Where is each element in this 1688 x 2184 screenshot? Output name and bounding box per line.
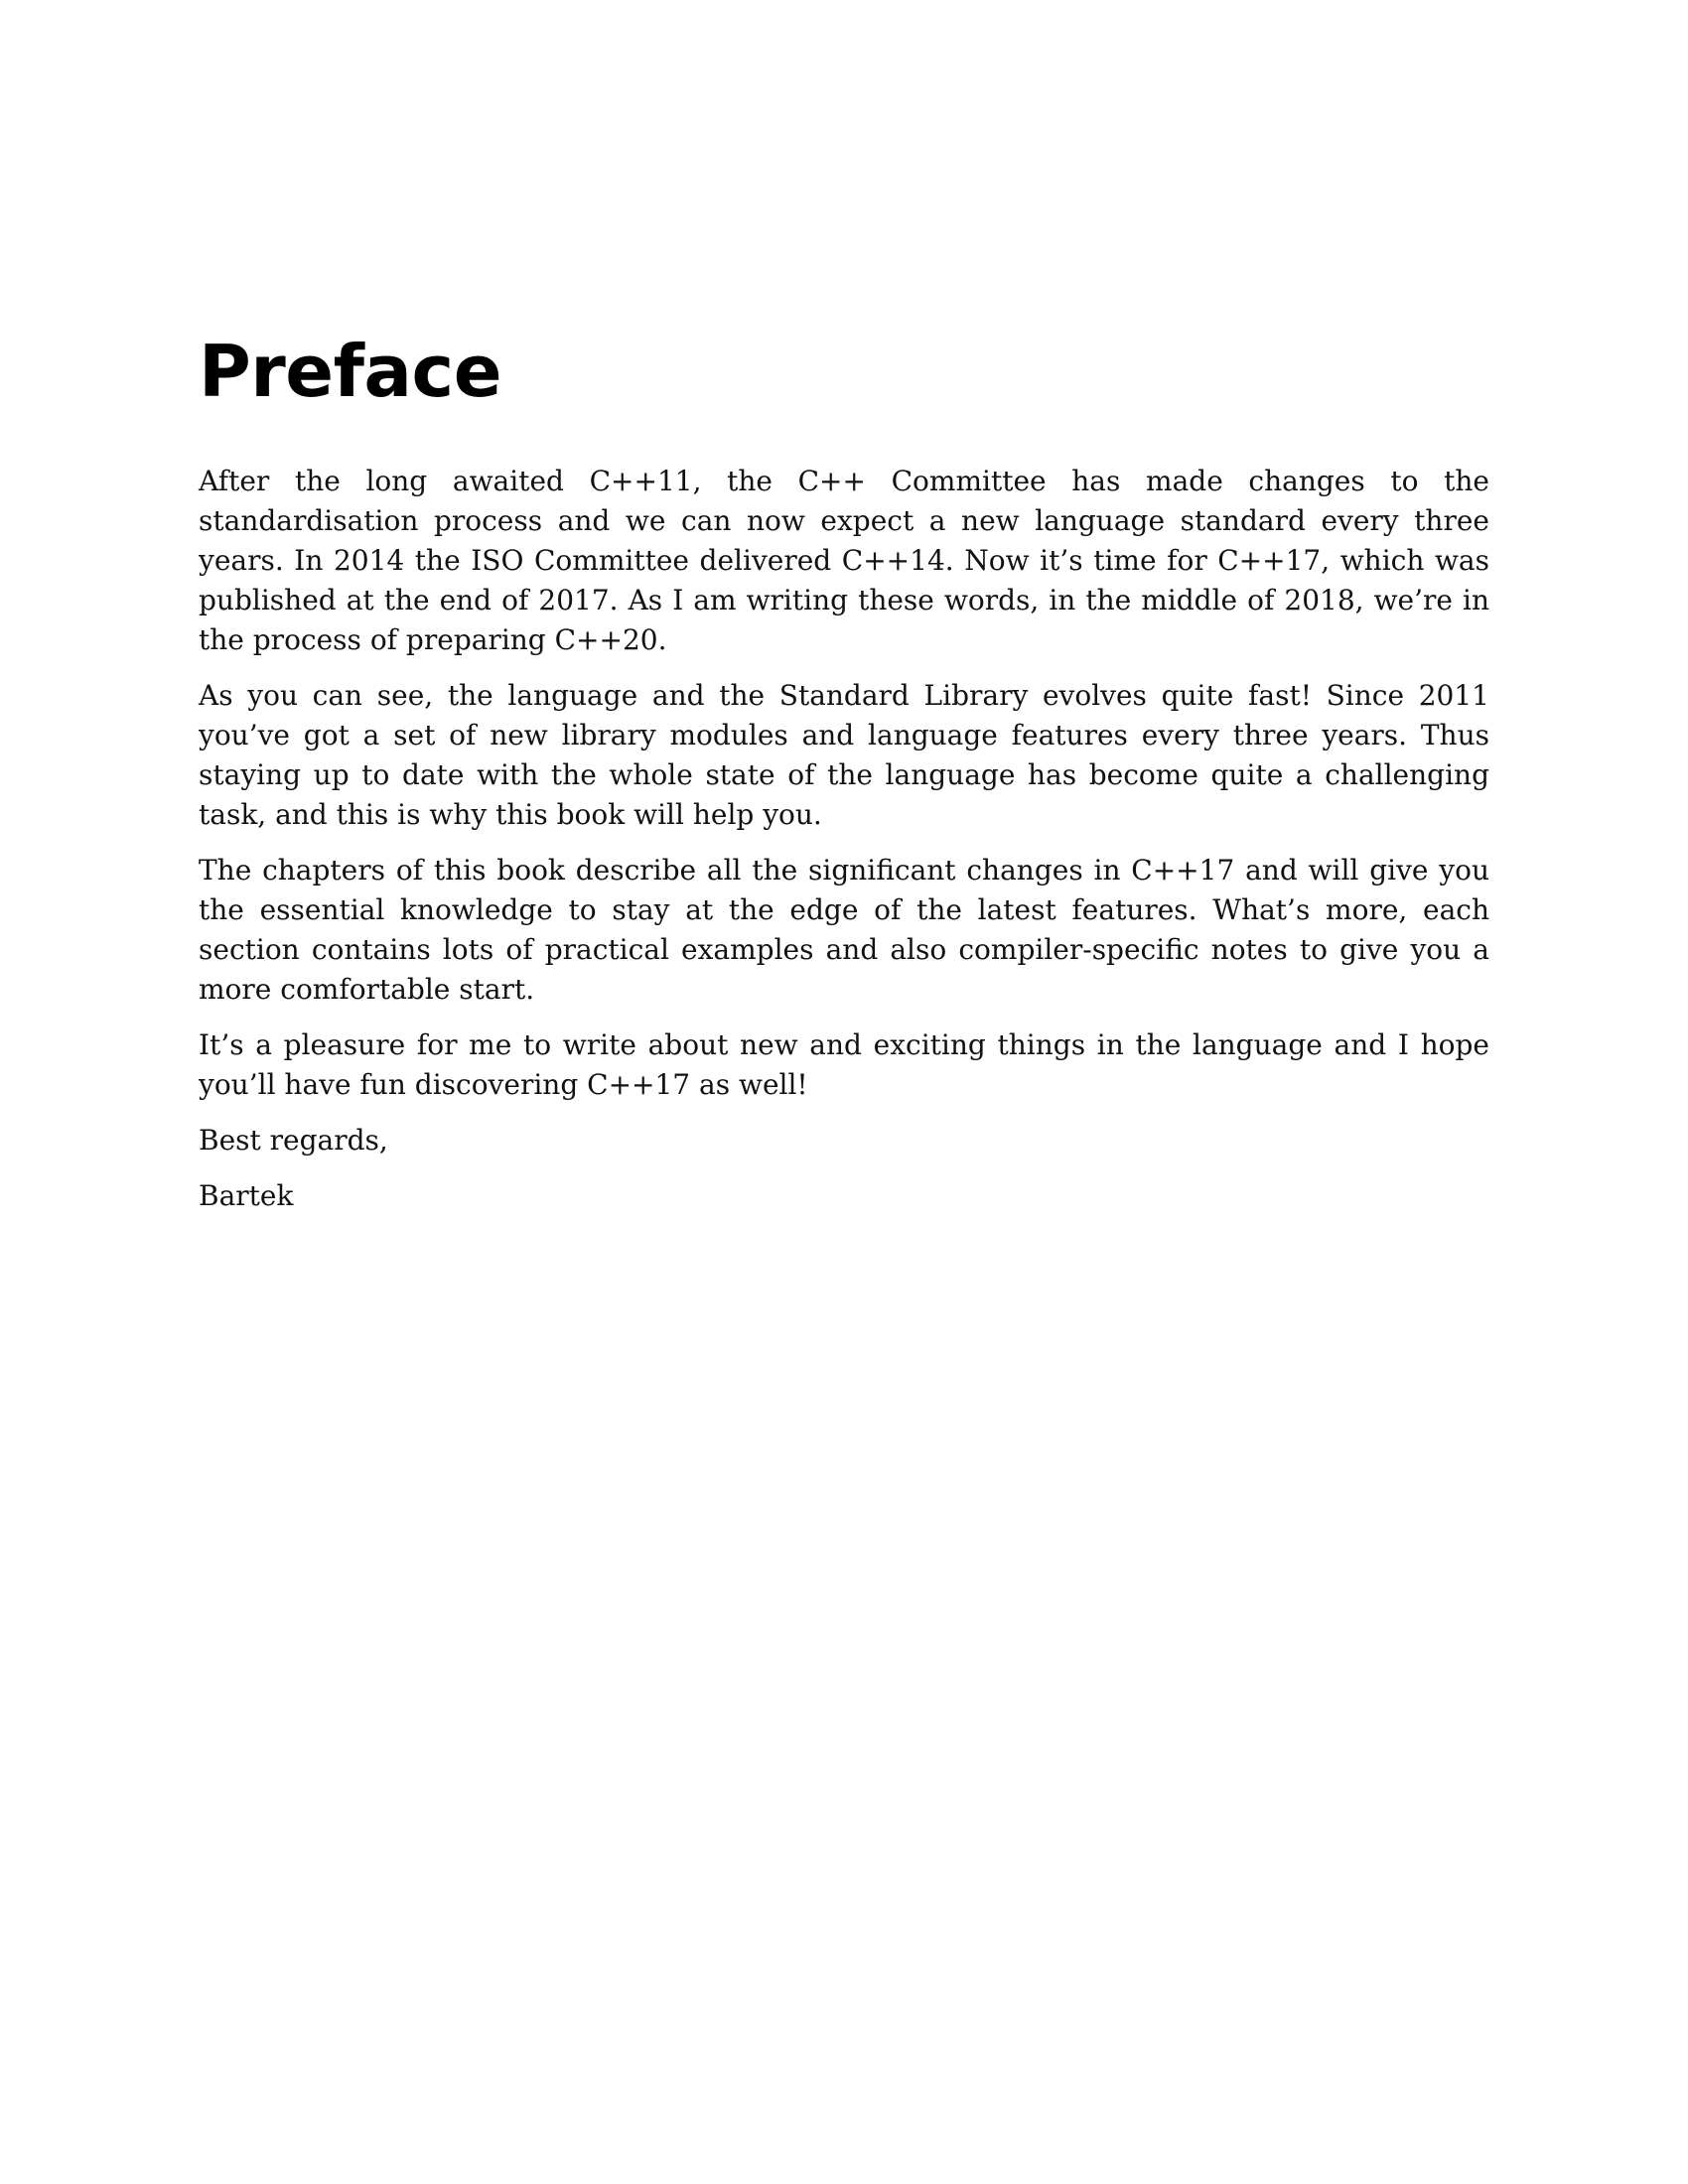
page-content (199, 330, 1489, 1232)
paragraph-4: It’s a pleasure for me to write about new and exciting things in the language and I hope you’ll have fun discovering C++17 as well! (199, 1028, 1489, 1101)
paragraph-3: The chapters of this book describe all the significant changes in C++17 and will give you the essential knowledge to stay at the edge of the latest features. What’s more, each section contains lots of practical examples and also compiler-specific notes to give you a more comfortable start. (199, 854, 1489, 1006)
paragraph-1: After the long awaited C++11, the C++ Committee has made changes to the standardisation process and we can now expect a new language standard every three years. In 2014 the ISO Committee delivered C++14. Now it’s time for C++17, which was published at the end of 2017. As I am writing these words, in the middle of 2018, we’re in the process of preparing C++20. (199, 465, 1489, 656)
signature: Bartek (199, 1179, 294, 1212)
page-title: Preface (199, 330, 502, 413)
closing-line: Best regards, (199, 1124, 388, 1157)
paragraph-2: As you can see, the language and the Standard Library evolves quite fast! Since 2011 you’ve got a set of new library modules and language features every three years. Thus staying up to date with the whole state of the language has become quite a challenging task, and this is why this book will help you. (199, 679, 1489, 831)
